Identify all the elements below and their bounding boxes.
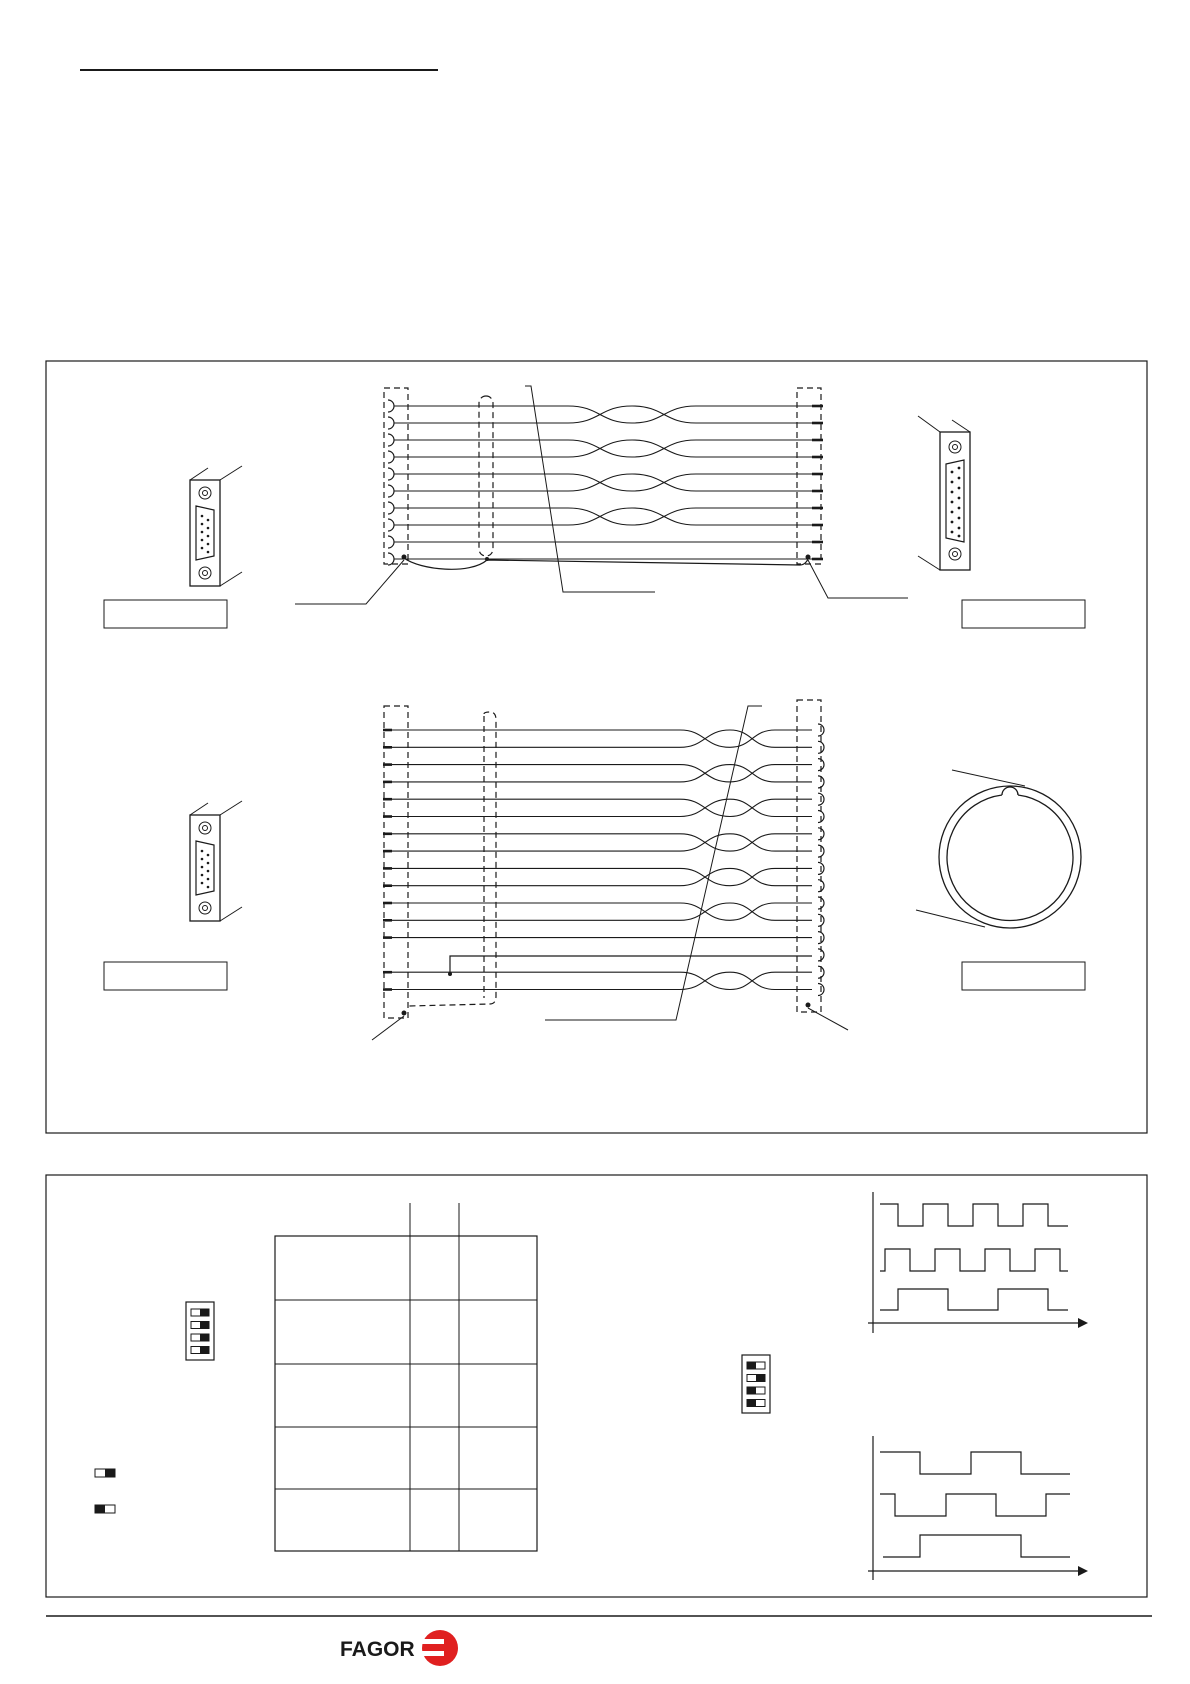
wire [392, 799, 812, 816]
wire [394, 440, 812, 457]
bottom-right-leader [808, 1008, 848, 1030]
wire [392, 799, 812, 816]
dip-lever [200, 1334, 209, 1341]
pin-socket [388, 519, 394, 531]
dip-lever [200, 1347, 209, 1354]
signal-timing-chart-2 [868, 1436, 1088, 1580]
pin-socket [388, 502, 394, 514]
top-left-connector-housing [384, 388, 408, 564]
fagor-logo [340, 1630, 458, 1666]
dip-lever [756, 1375, 765, 1382]
dip-lever [200, 1322, 209, 1329]
pin-socket [388, 553, 394, 565]
bottom-middle-leader [545, 706, 762, 1020]
switch-off-icon [95, 1469, 115, 1477]
wire [392, 765, 812, 782]
dip-lever [200, 1309, 209, 1316]
pin-socket [388, 536, 394, 548]
top-shield-dot [485, 557, 489, 561]
wire [394, 508, 812, 525]
bottom-right-label-box [962, 962, 1085, 990]
top-right-connector-housing [797, 388, 821, 564]
signal-waveform [880, 1249, 1068, 1271]
signal-timing-chart-1 [868, 1192, 1088, 1333]
wire [394, 406, 812, 423]
top-left-leader [295, 560, 404, 604]
wire [392, 972, 812, 989]
bottom-cable-diagram [372, 700, 848, 1040]
pin-socket [388, 417, 394, 429]
sub-d-15-female-icon [190, 801, 242, 921]
pin-socket [388, 485, 394, 497]
dip-lever [747, 1362, 756, 1369]
dip-switch-icon [186, 1302, 214, 1360]
wire [392, 868, 812, 885]
pin-socket [388, 434, 394, 446]
signal-waveform [880, 1452, 1070, 1474]
wire [394, 440, 812, 457]
top-shield-sleeve [479, 396, 493, 556]
top-shield-ground [404, 558, 808, 569]
bottom-left-label-box [104, 962, 227, 990]
top-left-label-box [104, 600, 227, 628]
settings-table [275, 1203, 537, 1551]
wire [392, 834, 812, 851]
sub-d-15-female-icon [190, 466, 242, 586]
sub-d-15-male-icon [918, 416, 970, 570]
wire [394, 474, 812, 491]
pin-socket [388, 451, 394, 463]
signal-waveform [880, 1289, 1068, 1310]
wire [394, 406, 812, 423]
wire [394, 508, 812, 525]
fagor-logo-text: FAGOR [340, 1638, 415, 1661]
wire [392, 972, 812, 989]
top-right-ground-dot [806, 555, 811, 560]
dip-switch-icon [742, 1355, 770, 1413]
wire [392, 903, 812, 920]
top-right-label-box [962, 600, 1085, 628]
wire [392, 730, 812, 747]
pin-socket [388, 468, 394, 480]
switch-on-icon [95, 1505, 115, 1513]
settings-frame [46, 1175, 1147, 1597]
bottom-shield-sleeve [408, 712, 496, 1006]
wire [392, 903, 812, 920]
dip-lever [747, 1387, 756, 1394]
dip-lever [747, 1400, 756, 1407]
bottom-left-leader [372, 1016, 404, 1040]
wire [392, 834, 812, 851]
top-cable-diagram [295, 386, 908, 604]
top-left-ground-dot [402, 555, 407, 560]
fagor-logo-icon [422, 1630, 458, 1666]
signal-waveform [880, 1494, 1070, 1516]
wire [392, 765, 812, 782]
wire [392, 868, 812, 885]
circular-connector-icon [916, 770, 1081, 928]
bottom-left-ground-dot [402, 1011, 407, 1016]
bottom-right-ground-dot [806, 1003, 811, 1008]
pin-socket [388, 400, 394, 412]
signal-waveform [880, 1204, 1068, 1226]
bottom-ground-jumper [450, 956, 812, 974]
signal-waveform [883, 1535, 1070, 1557]
top-right-leader [808, 560, 908, 598]
wire [394, 474, 812, 491]
wire [392, 730, 812, 747]
